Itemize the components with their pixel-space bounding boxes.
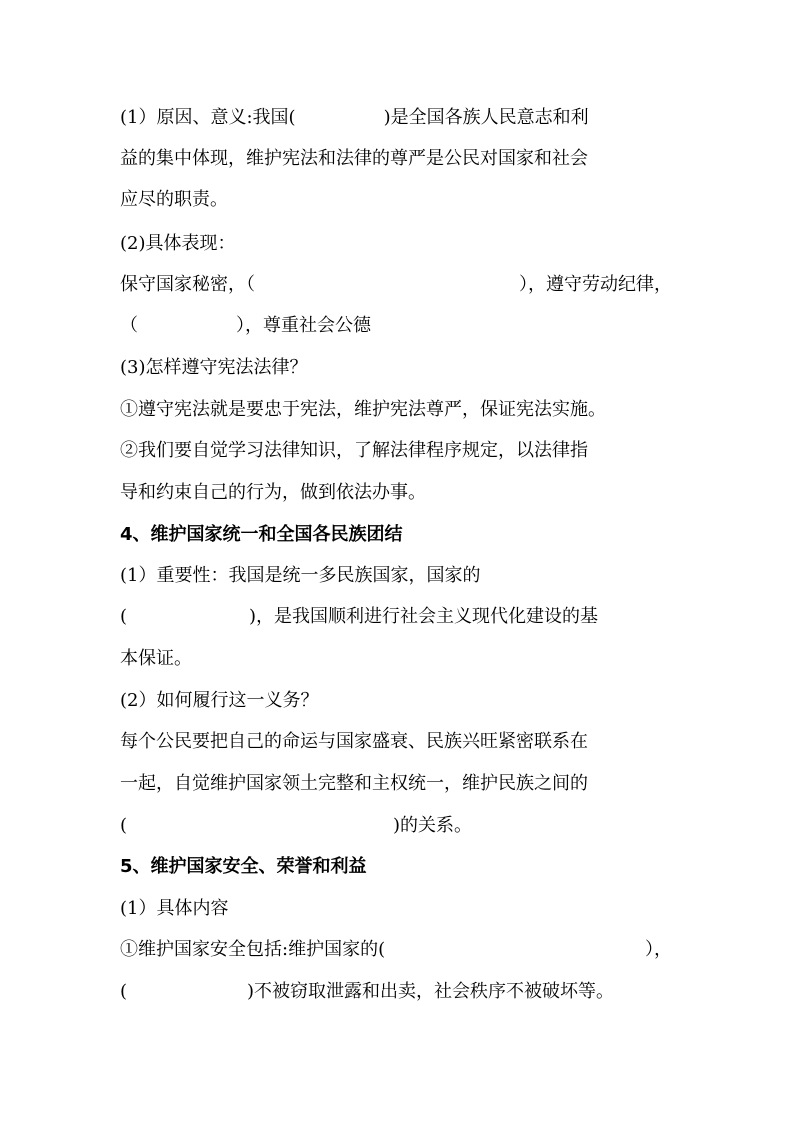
importance-line-1-text: (1）重要性：我国是统一多民族国家，国家的 xyxy=(120,565,481,586)
how-item-1: ①遵守宪法就是要忠于宪法，维护宪法尊严，保证宪法实施。 xyxy=(120,399,606,420)
importance-line-3: 本保证。 xyxy=(120,648,192,669)
concrete-heading: (2)具体表现： xyxy=(120,233,236,254)
how-item-2a: ②我们要自觉学习法律知识，了解法律程序规定，以法律指 xyxy=(120,440,588,461)
fulfill-line-1: 每个公民要把自己的命运与国家盛衰、民族兴旺紧密联系在 xyxy=(120,731,588,752)
content-line-2: ( )不被窃取泄露和出卖，社会秩序不被破坏等。 xyxy=(120,981,615,1002)
section-4-title: 4、维护国家统一和全国各民族团结 xyxy=(120,524,403,545)
concrete-line-1-suffix: ），遵守劳动纪律， xyxy=(519,274,672,295)
how-heading: (3)怎样遵守宪法法律？ xyxy=(120,357,308,378)
concrete-line-1-prefix: 保守国家秘密，（ xyxy=(120,274,255,295)
fulfill-heading: (2）如何履行这一义务？ xyxy=(120,690,319,711)
fulfill-line-2: 一起，自觉维护国家领土完整和主权统一，维护民族之间的 xyxy=(120,773,588,794)
concrete-line-1 xyxy=(120,273,672,297)
reason-line-3: 应尽的职责。 xyxy=(120,189,228,210)
how-item-2b: 导和约束自己的行为，做到依法办事。 xyxy=(120,482,426,503)
content-line-1-suffix: ）， xyxy=(645,939,672,960)
concrete-line-2: （ ），尊重社会公德 xyxy=(120,315,371,336)
reason-line-2: 益的集中体现，维护宪法和法律的尊严是公民对国家和社会 xyxy=(120,148,588,169)
fulfill-line-3: ( )的关系。 xyxy=(120,815,473,836)
reason-line-1 xyxy=(120,106,672,130)
importance-line-2: ( )，是我国顺利进行社会主义现代化建设的基 xyxy=(120,606,599,627)
content-line-1-prefix: ①维护国家安全包括:维护国家的( xyxy=(120,939,386,960)
reason-suffix: )是全国各族人民意志和利 xyxy=(383,107,589,128)
section-5-title: 5、维护国家安全、荣誉和利益 xyxy=(120,856,367,877)
fill-blank-1[interactable] xyxy=(312,273,462,297)
importance-line-1 xyxy=(120,564,672,588)
content-heading: (1）具体内容 xyxy=(120,898,229,919)
reason-prefix: (1）原因、意义:我国( xyxy=(120,107,296,128)
fill-blank-5[interactable] xyxy=(435,938,595,962)
content-line-1 xyxy=(120,938,672,962)
